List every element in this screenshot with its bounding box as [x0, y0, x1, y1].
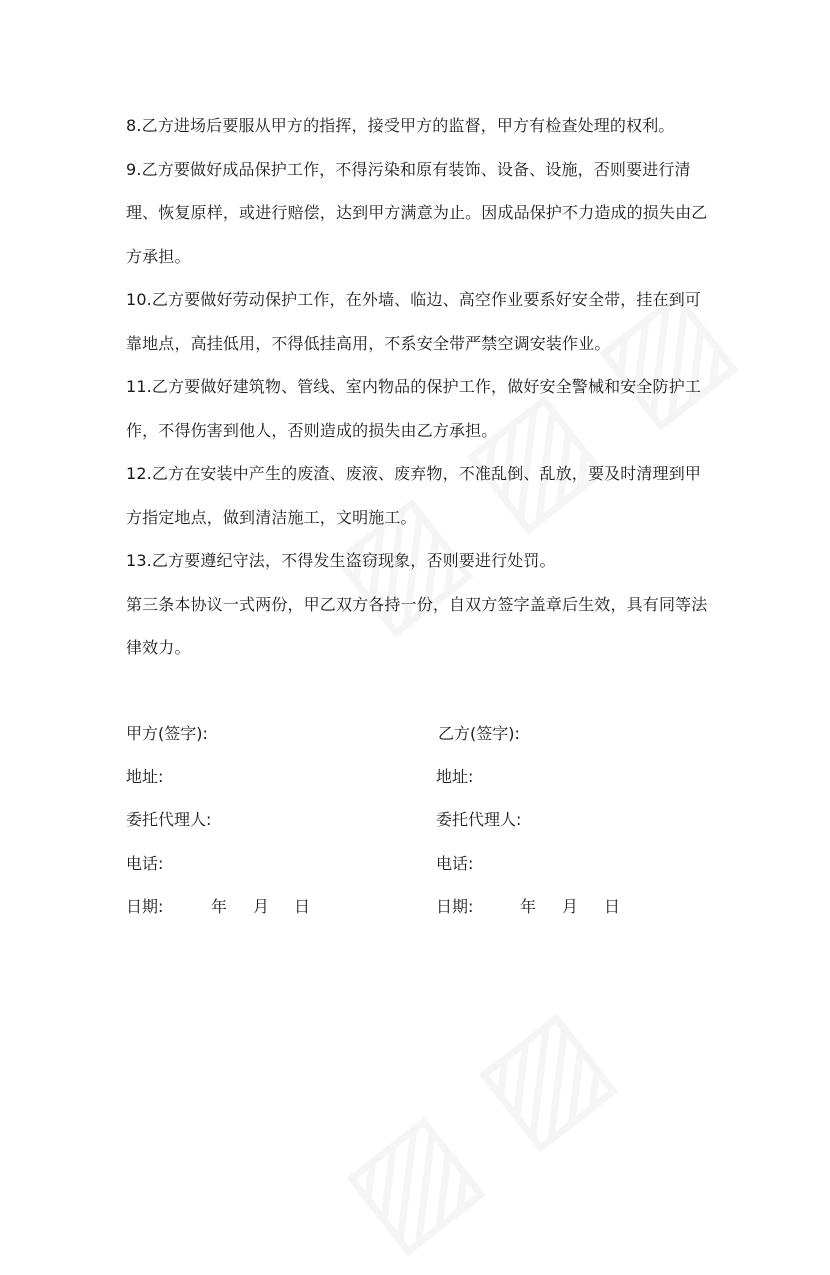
party-b-agent-label: 委托代理人: — [436, 810, 522, 829]
clause-13: 13.乙方要遵纪守法，不得发生盗窃现象，否则要进行处罚。 — [126, 551, 556, 570]
party-b-date-label: 日期: — [436, 897, 474, 916]
clause-10: 10.乙方要做好劳动保护工作，在外墙、临边、高空作业要系好安全带，挂在到可靠地点，高挂低用，不得低挂高用，不系安全带严禁空调安装作业。 — [126, 290, 701, 353]
party-b-date-day: 日 — [604, 897, 621, 916]
party-b-date-month: 月 — [562, 897, 579, 916]
party-a-date-year: 年 — [211, 897, 228, 916]
party-b-address-label: 地址: — [436, 767, 474, 786]
party-a-date-month: 月 — [253, 897, 270, 916]
party-b-sign-label: 乙方(签字): — [438, 724, 520, 743]
party-a-phone-label: 电话: — [126, 854, 164, 873]
party-a-date-day: 日 — [294, 897, 311, 916]
watermark — [314, 977, 637, 1275]
clause-11: 11.乙方要做好建筑物、管线、室内物品的保护工作，做好安全警械和安全防护工作，不得伤害到他人，否则造成的损失由乙方承担。 — [126, 377, 701, 440]
clause-12: 12.乙方在安装中产生的废渣、废液、废弃物，不准乱倒、乱放，要及时清理到甲方指定地点，做到清洁施工，文明施工。 — [126, 464, 701, 527]
party-a-date-label: 日期: — [126, 897, 164, 916]
clause-8: 8.乙方进场后要服从甲方的指挥，接受甲方的监督，甲方有检查处理的权利。 — [126, 116, 675, 135]
party-a-sign-label: 甲方(签字): — [126, 724, 208, 743]
clause-9: 9.乙方要做好成品保护工作，不得污染和原有装饰、设备、设施，否则要进行清理、恢复原样，或进行赔偿，达到甲方满意为止。因成品保护不力造成的损失由乙方承担。 — [126, 159, 708, 266]
party-a-address-label: 地址: — [126, 767, 164, 786]
party-b-date-year: 年 — [520, 897, 537, 916]
party-b-phone-label: 电话: — [436, 854, 474, 873]
party-a-agent-label: 委托代理人: — [126, 810, 212, 829]
article-3: 第三条本协议一式两份，甲乙双方各持一份，自双方签字盖章后生效，具有同等法律效力。 — [126, 594, 708, 657]
contract-clauses — [126, 104, 716, 670]
